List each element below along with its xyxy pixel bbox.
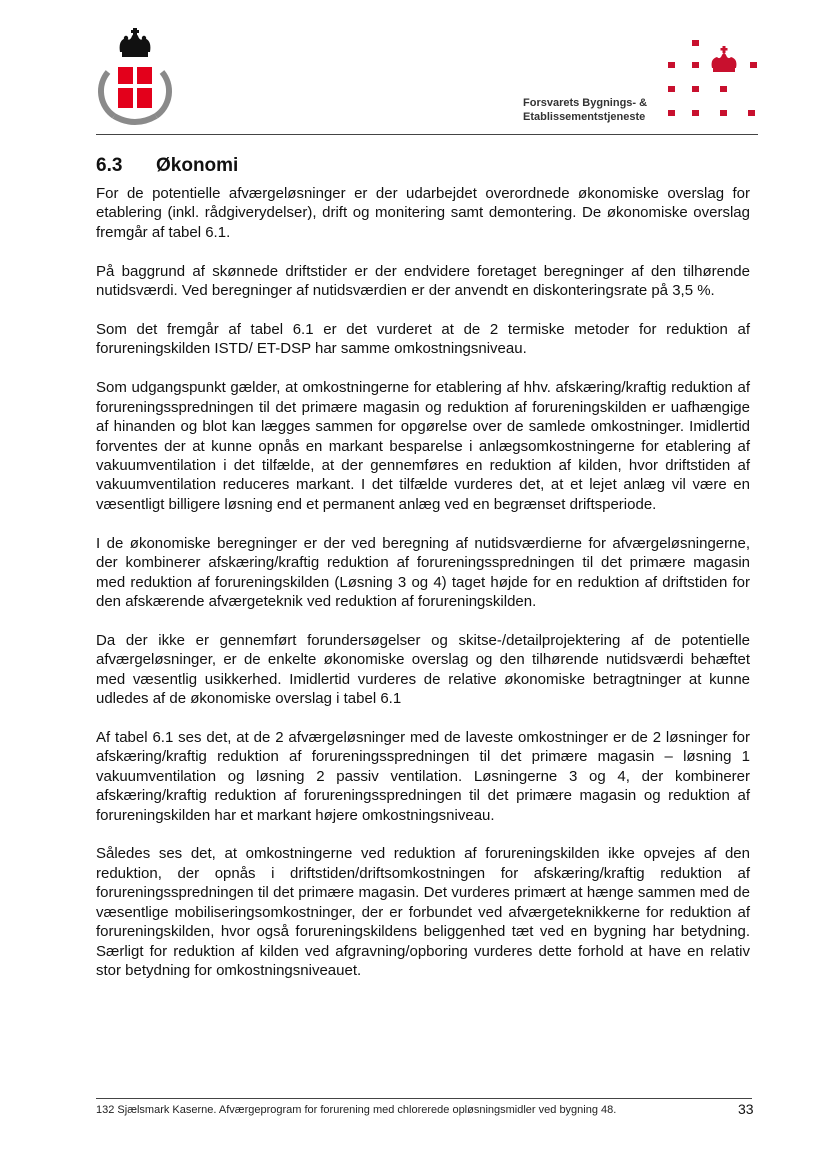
org-name-line-1: Forsvarets Bygnings- & bbox=[523, 97, 648, 109]
organization-name bbox=[523, 96, 663, 124]
paragraph: Af tabel 6.1 ses det, at de 2 afværgeløsninger med de laveste omkostninger er de 2 løsninger for afskæring/kraftig reduktion af forureningsspredningen til det primære magasin – løsning 1 vakuumventilation og løsning 2 passiv ventilation. Løsningerne 3 og 4, der kombinerer afskæring/kraftig reduktion af forureningsspredningen til det primære magasin og reduktion af forureningskilden har et markant højere omkostningsniveau. bbox=[96, 728, 750, 824]
section-heading bbox=[96, 155, 238, 177]
body-text bbox=[96, 184, 750, 1000]
paragraph: I de økonomiske beregninger er der ved beregning af nutidsværdierne for afværgeløsningerne, der kombinerer afskæring/kraftig reduktion af forureningsspredningen til det primære magasin med reduktion af forureningskilden (Løsning 3 og 4) taget højde for en reduktion af driftstiden for den afskærende afværgeteknik ved reduktion af forureningskilden. bbox=[96, 534, 750, 610]
paragraph: For de potentielle afværgeløsninger er der udarbejdet overordnede økonomiske overslag for etablering (inkl. rådgiverydelser), drift og monitering samt demontering. De økonomiske overslag fremgår af tabel 6.1. bbox=[96, 185, 750, 241]
section-title: Økonomi bbox=[156, 155, 239, 176]
org-name-line-2: Etablissementstjeneste bbox=[523, 111, 646, 123]
fbe-grid-logo bbox=[660, 32, 760, 122]
header-divider bbox=[96, 134, 758, 135]
footer-text: 132 Sjælsmark Kaserne. Afværgeprogram for forurening med chlorerede opløsningsmidler ved bygning 48. bbox=[96, 1104, 617, 1116]
paragraph: Som det fremgår af tabel 6.1 er det vurderet at de 2 termiske metoder for reduktion af forureningskilden ISTD/ ET-DSP har samme omkostningsniveau. bbox=[96, 321, 750, 358]
section-number: 6.3 bbox=[96, 155, 123, 176]
page-number: 33 bbox=[738, 1101, 754, 1117]
paragraph: Som udgangspunkt gælder, at omkostningerne for etablering af hhv. afskæring/kraftig reduktion af forureningsspredningen til det primære magasin og reduktion af forureningskilden er uafhængige af hinanden og blot kan lægges sammen for opgørelse over de samlede omkostninger. Imidlertid forventes der at kunne opnås en markant besparelse i anlægsomkostningerne for etablering af vakuumventilation i det tilfælde, at der gennemføres en reduktion af kilden, hvor driftstiden af vakuumventilation reduceres markant. I det tilfælde vurderes det, at et lejet anlæg vil være en væsentligt billigere løsning end et permanent anlæg ved en begrænset driftsperiode. bbox=[96, 379, 750, 513]
paragraph: Således ses det, at omkostningerne ved reduktion af forureningskilden ikke opvejes af den reduktion, der opnås i driftstiden/driftsomkostningen for afskæring/kraftig reduktion af forureningsspredningen til det primære magasin. Det vurderes primært at hænge sammen med de væsentlige mobiliseringsomkostninger, der er forbundet ved afværgeteknikkerne for reduktion af forureningskilden, hvor også forureningskildens beliggenhed tæt ved en bygning har betydning. Særligt for reduktion af kilden ved afgravning/opboring vurderes dette forhold at have en relativ stor betydning for omkostningsniveauet. bbox=[96, 845, 750, 979]
paragraph: Da der ikke er gennemført forundersøgelser og skitse-/detailprojektering af de potentielle afværgeløsninger, er de enkelte økonomiske overslag og den tilhørende nutidsværdi behæftet med væsentlig usikkerhed. Imidlertid vurderes de relative økonomiske betragtninger at kunne udledes af de økonomiske overslag i tabel 6.1 bbox=[96, 631, 750, 708]
footer-divider bbox=[96, 1098, 752, 1099]
crown-emblem-logo bbox=[96, 28, 174, 126]
paragraph: På baggrund af skønnede driftstider er der endvidere foretaget beregninger af den tilhørende nutidsværdi. Ved beregninger af nutidsværdien er der anvendt en diskonteringsrate på 3,5 %. bbox=[96, 262, 750, 300]
